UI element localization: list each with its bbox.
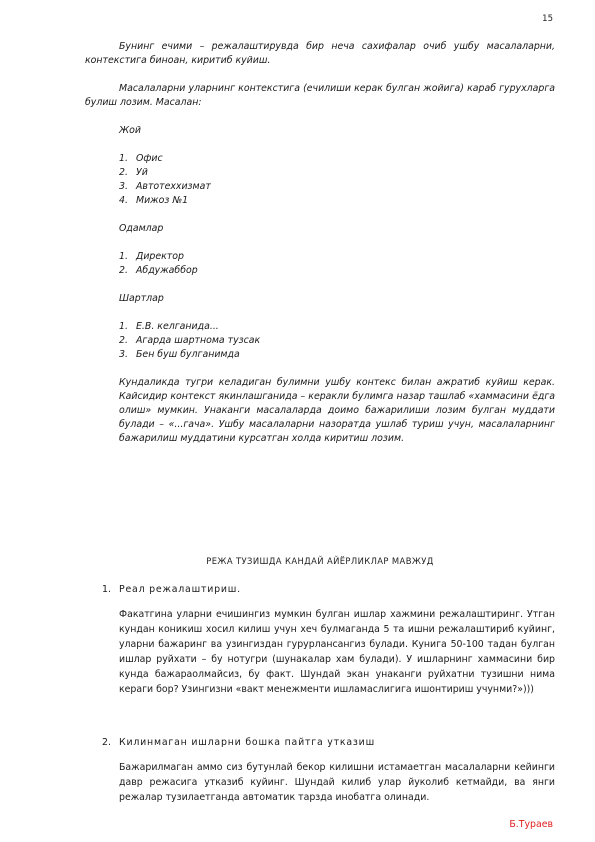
recommendation-1 [85,582,555,697]
list-item: 3. Бен буш булганимда [119,349,240,360]
list-item: 1. Директор [119,251,184,262]
section-title: РЕЖА ТУЗИШДА КАНДАЙ АЙЁРЛИКЛАР МАВЖУД [206,556,434,566]
group-list-people [85,250,555,278]
recommendation-heading: 1. Реал режалаштириш. [102,584,241,595]
recommendation-2 [85,735,555,805]
list-item: 1. Офис [119,153,163,164]
group-title-conditions: Шартлар [119,293,164,304]
context-section [85,40,555,446]
recommendation-body: Факатгина уларни ечишингиз мумкин булган ишлар хажмини режалаштиринг. Утган кундан коникиш хосил килиш учун хеч булмаганда 5 та ишни режалаштириб куйинг, уларни бажаринг ва узингиздан гурурлансангиз булади. Кунига 50-100 тадан булган ишлар руйхати – бу нотугри (шунакалар хам булади). У ишларнинг хаммасини бир кунда бажараолмайсиз, бу факт. Шундай экан унаканги руйхатни тузишни нима кераги бор? Узингизни «вакт менежменти ишламаслигига ишонтириш учунми?»))) [119,609,555,695]
recommendation-heading: 2. Килинмаган ишларни бошка пайтга утказиш [102,737,375,748]
group-title-place: Жой [119,125,141,136]
page-number: 15 [542,14,553,24]
list-item: 2. Уй [119,167,148,178]
author-signature: Б.Тураев [509,819,553,830]
list-item: 3. Автотеххизмат [119,181,211,192]
closing-paragraph: Кундаликда тугри келадиган булимни ушбу контекс билан ажратиб куйиш керак. Кайсидир контекст якинлашганида – керакли булимга назар ташлаб «хаммасини ёдга олиш» мумкин. Унаканги масалаларда доимо бажарилиши лозим булган муддати булади – «...гача». Ушбу масалаларни назоратда ушлаб туриш учун, масалаларнинг бажарилиш муддатини курсатган холда киритиш лозим. [119,377,555,444]
list-item: 4. Мижоз №1 [119,195,189,206]
group-title-people: Одамлар [119,223,164,234]
intro-paragraph-1: Бунинг ечими – режалаштирувда бир неча сахифалар очиб ушбу масалаларни, контекстига биноан, киритиб куйиш. [85,41,555,66]
group-list-conditions [85,320,555,362]
group-list-place [85,152,555,208]
list-item: 2. Агарда шартнома тузсак [119,335,261,346]
list-item: 1. Е.В. келганида... [119,321,219,332]
intro-paragraph-2: Масалаларни уларнинг контекстига (ечилиши керак булган жойига) караб гурухларга булиш лозим. Масалан: [85,83,555,108]
list-item: 2. Абдужаббор [119,265,198,276]
recommendation-body: Бажарилмаган аммо сиз бутунлай бекор килишни истамаетган масалаларни кейинги давр режасига утказиб куйинг. Шундай килиб улар йуколиб кетмайди, ва янги режалар тузилаетганда автоматик тарзда инобатга олинади. [119,762,555,803]
